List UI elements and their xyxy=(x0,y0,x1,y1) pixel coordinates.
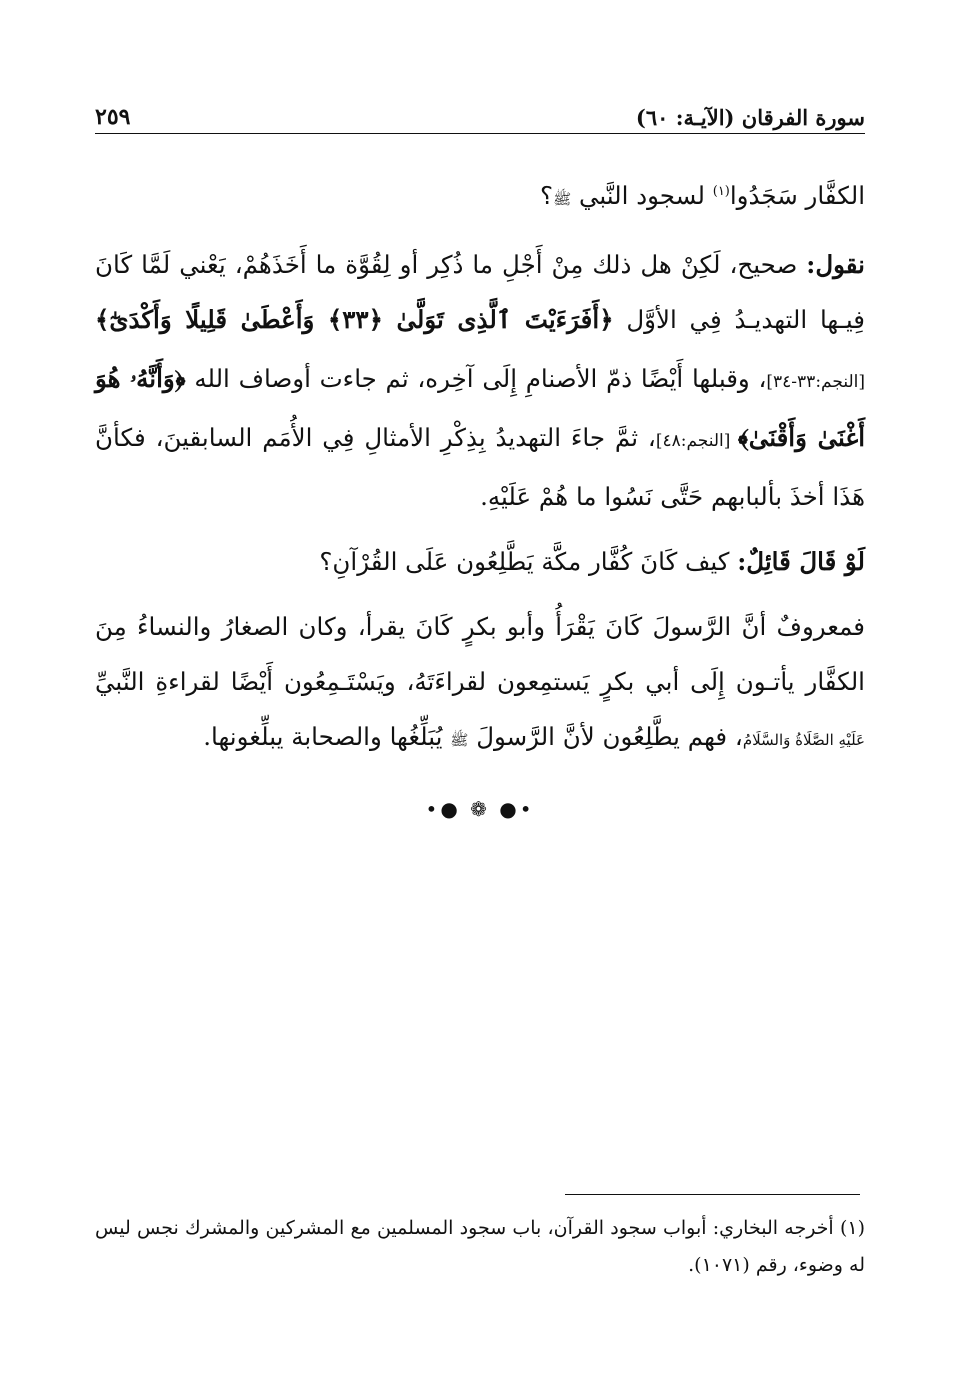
lead-word: نقول: xyxy=(806,250,865,279)
honorific-phrase: عَلَيْهِ الصَّلَاةُ وَالسَّلَامُ xyxy=(742,731,865,749)
footnote-reference: (١) xyxy=(712,183,730,199)
quran-verse: ﴿أَفَرَءَيْتَ ٱلَّذِى تَوَلَّىٰ ﴿٣٣﴾ وَأَعْطَىٰ قَلِيلًا وَأَكْدَىٰٓ﴾ xyxy=(95,305,614,334)
lead-phrase: لَوْ قَالَ قَائِلٌ: xyxy=(737,547,865,576)
paragraph-4 xyxy=(95,599,865,768)
footnotes xyxy=(95,1210,865,1284)
honorific-glyph: ﷺ xyxy=(553,190,572,208)
footnote-divider xyxy=(565,1194,860,1195)
main-text xyxy=(95,168,865,824)
honorific-glyph: ﷺ xyxy=(450,731,469,749)
paragraph-text: لسجود النَّبي xyxy=(571,181,713,210)
paragraph-text: كيف كَانَ كُفَّار مكَّة يَطَّلِعُون عَلَى القُرْآنِ؟ xyxy=(319,547,738,576)
running-title: سورة الفرقان (الآيـة: ٦٠) xyxy=(635,105,865,130)
footnote-marker: (١) xyxy=(839,1217,865,1239)
page-header xyxy=(95,92,865,130)
quran-verse: ﴿وَأَنَّهُۥ هُوَ أَغْنَىٰ وَأَقْنَىٰ﴾ xyxy=(95,364,865,452)
paragraph-3 xyxy=(95,534,865,589)
verse-citation: [النجم:٣٣-٣٤] xyxy=(766,372,865,392)
paragraph-2 xyxy=(95,237,865,524)
paragraph-text: ، ثمَّ جاءَ التهديدُ بِذِكْرِ الأمثالِ فِي الأُمَم السابقينَ، فكأنَّ هَذَا أخذَ بألبابهم حَتَّى نَسُوا ما هُمْ عَلَيْهِ. xyxy=(95,423,865,511)
header-divider xyxy=(95,133,865,134)
paragraph-1 xyxy=(95,168,865,227)
paragraph-text: ، فهم يطَّلِعُون لأنَّ الرَّسولَ xyxy=(468,722,743,751)
section-ornament-icon: •● ❁ ●• xyxy=(425,797,535,821)
paragraph-text: ، وقبلها أَيْضًا ذمّ الأصنامِ إِلَى آخِره، ثم جاءت أوصاف الله xyxy=(185,364,767,393)
paragraph-text: صحيح، لَكِنْ هل ذلك مِنْ أَجْلِ ما ذُكِر أو لِقُوَّة ما أَخَذَهُمْ، يَعْني لَمَّا كَانَ فِيـها التهديـدُ فِي الأوَّل xyxy=(95,250,865,334)
paragraph-text: يُبَلِّغُها والصحابة يبلِّغونها. xyxy=(203,722,451,751)
paragraph-text: فمعروفٌ أنَّ الرَّسولَ كَانَ يَقْرَأُ وأبو بكرٍ كَانَ يقرأ، وكان الصغارُ والنساءُ مِنَ الكفَّار يأتـون إِلَى أبي بكرٍ يَستمِعون لقراءَتَهُ، ويَسْتَـمِعُون أَيْضًا لقراءةِ النَّبيِّ xyxy=(95,612,865,696)
verse-citation: [النجم:٤٨] xyxy=(655,431,738,451)
footnote-text: أخرجه البخاري: أبواب سجود القرآن، باب سجود المسلمين مع المشركين والمشرك نجس ليس له وضوء، رقم (١٠٧١). xyxy=(95,1217,865,1276)
footnote-1 xyxy=(95,1210,865,1284)
paragraph-text: ؟ xyxy=(540,181,554,210)
page-number: ٢٥٩ xyxy=(95,104,131,130)
paragraph-text: الكفَّار سَجَدُوا xyxy=(729,181,865,210)
